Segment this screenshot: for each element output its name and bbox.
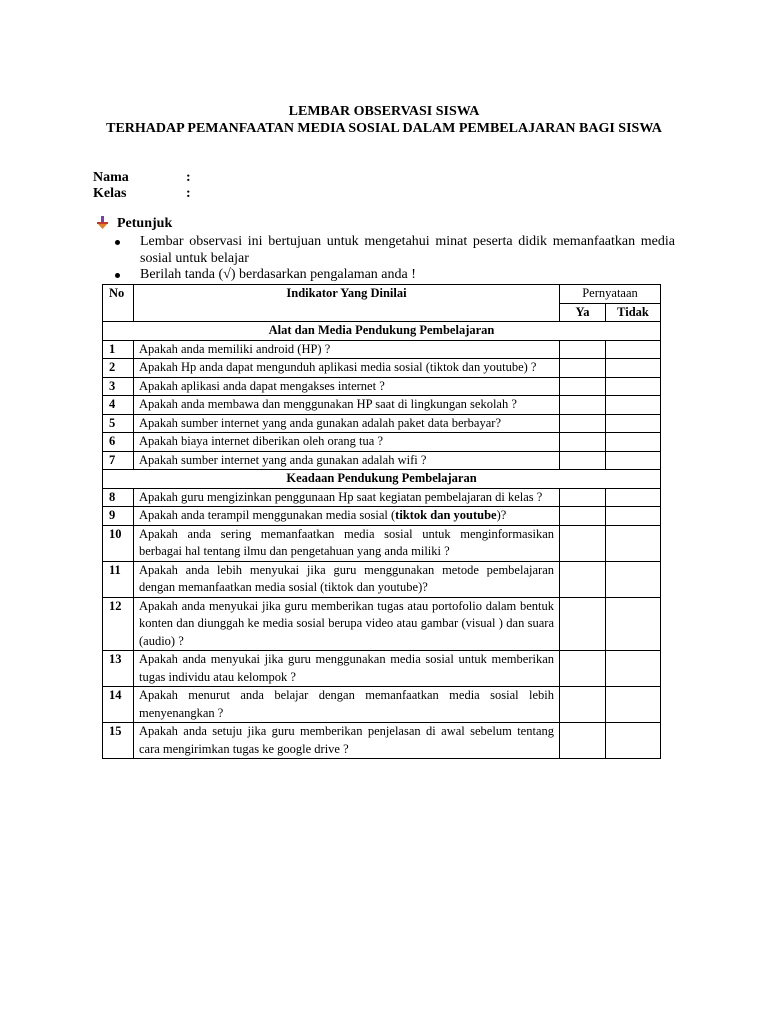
checkbox-ya[interactable] (560, 507, 606, 526)
checkbox-tidak[interactable] (606, 340, 661, 359)
checkbox-tidak[interactable] (606, 433, 661, 452)
row-question: Apakah anda setuju jika guru memberikan penjelasan di awal sebelum tentang cara mengirimkan tugas ke google drive ? (134, 723, 560, 759)
checkbox-tidak[interactable] (606, 377, 661, 396)
checkbox-ya[interactable] (560, 525, 606, 561)
row-number: 5 (103, 414, 134, 433)
header-ya: Ya (560, 303, 606, 322)
checkbox-tidak[interactable] (606, 451, 661, 470)
checkbox-tidak[interactable] (606, 723, 661, 759)
checkbox-ya[interactable] (560, 340, 606, 359)
title-line-1: LEMBAR OBSERVASI SISWA (288, 104, 480, 119)
row-question: Apakah sumber internet yang anda gunakan adalah wifi ? (134, 451, 560, 470)
petunjuk-label: Petunjuk (117, 216, 173, 231)
header-indikator: Indikator Yang Dinilai (134, 285, 560, 322)
row-number: 6 (103, 433, 134, 452)
instruction-text: Lembar observasi ini bertujuan untuk mengetahui minat peserta didik memanfaatkan media sosial untuk belajar (140, 234, 675, 266)
row-question: Apakah anda lebih menyukai jika guru menggunakan metode pembelajaran dengan memanfaatkan media sosial (tiktok dan youtube)? (134, 561, 560, 597)
row-question: Apakah anda menyukai jika guru menggunakan media sosial untuk memberikan tugas individu atau kelompok ? (134, 651, 560, 687)
checkbox-ya[interactable] (560, 377, 606, 396)
field-label: Kelas (93, 186, 127, 201)
field-nama (93, 170, 191, 186)
checkbox-tidak[interactable] (606, 561, 661, 597)
table-row (103, 377, 661, 396)
row-question: Apakah aplikasi anda dapat mengakses internet ? (134, 377, 560, 396)
instruction-list (113, 234, 675, 284)
row-number: 8 (103, 488, 134, 507)
checkbox-tidak[interactable] (606, 414, 661, 433)
row-question: Apakah biaya internet diberikan oleh orang tua ? (134, 433, 560, 452)
table-header-row (103, 285, 661, 304)
checkbox-ya[interactable] (560, 433, 606, 452)
section-title: Alat dan Media Pendukung Pembelajaran (103, 322, 661, 341)
row-question: Apakah menurut anda belajar dengan memanfaatkan media sosial lebih menyenangkan ? (134, 687, 560, 723)
question-text-end: )? (496, 508, 507, 522)
row-number: 14 (103, 687, 134, 723)
table-row (103, 488, 661, 507)
table-row (103, 597, 661, 651)
bullet-icon (115, 240, 120, 245)
row-question: Apakah Hp anda dapat mengunduh aplikasi media sosial (tiktok dan youtube) ? (134, 359, 560, 378)
checkbox-ya[interactable] (560, 687, 606, 723)
table-row (103, 723, 661, 759)
table-row (103, 451, 661, 470)
checkbox-ya[interactable] (560, 488, 606, 507)
table-row (103, 507, 661, 526)
row-question: Apakah anda menyukai jika guru memberikan tugas atau portofolio dalam bentuk konten dan diunggah ke media sosial berupa video atau gambar (visual ) dan suara (audio) ? (134, 597, 560, 651)
table-row (103, 651, 661, 687)
section-row (103, 322, 661, 341)
checkbox-ya[interactable] (560, 414, 606, 433)
list-item (113, 234, 675, 267)
row-question: Apakah sumber internet yang anda gunakan adalah paket data berbayar? (134, 414, 560, 433)
row-question: Apakah anda membawa dan menggunakan HP saat di lingkungan sekolah ? (134, 396, 560, 415)
row-number: 1 (103, 340, 134, 359)
table-row (103, 340, 661, 359)
question-text: Apakah anda terampil menggunakan media sosial ( (139, 508, 396, 522)
observation-table (102, 284, 661, 759)
document-title (90, 104, 678, 137)
row-number: 12 (103, 597, 134, 651)
table-row (103, 359, 661, 378)
header-tidak: Tidak (606, 303, 661, 322)
table-row (103, 414, 661, 433)
field-separator: : (186, 170, 191, 185)
checkbox-ya[interactable] (560, 451, 606, 470)
table-row (103, 561, 661, 597)
arrow-down-icon (97, 216, 108, 229)
checkbox-tidak[interactable] (606, 651, 661, 687)
row-number: 10 (103, 525, 134, 561)
row-number: 7 (103, 451, 134, 470)
checkbox-tidak[interactable] (606, 488, 661, 507)
row-number: 2 (103, 359, 134, 378)
title-line-2: TERHADAP PEMANFAATAN MEDIA SOSIAL DALAM PEMBELAJARAN BAGI SISWA (106, 120, 662, 136)
checkbox-tidak[interactable] (606, 525, 661, 561)
table-row (103, 396, 661, 415)
field-separator: : (186, 186, 191, 201)
table-row (103, 687, 661, 723)
question-emphasis: tiktok dan youtube (395, 508, 497, 522)
row-number: 15 (103, 723, 134, 759)
checkbox-tidak[interactable] (606, 507, 661, 526)
checkbox-ya[interactable] (560, 359, 606, 378)
table-row (103, 433, 661, 452)
table-row (103, 525, 661, 561)
checkbox-tidak[interactable] (606, 687, 661, 723)
checkbox-ya[interactable] (560, 597, 606, 651)
section-title: Keadaan Pendukung Pembelajaran (103, 470, 661, 489)
checkbox-ya[interactable] (560, 396, 606, 415)
row-number: 9 (103, 507, 134, 526)
row-question: Apakah guru mengizinkan penggunaan Hp saat kegiatan pembelajaran di kelas ? (134, 488, 560, 507)
list-item (113, 267, 675, 284)
checkbox-tidak[interactable] (606, 359, 661, 378)
row-question: Apakah anda memiliki android (HP) ? (134, 340, 560, 359)
checkbox-ya[interactable] (560, 723, 606, 759)
instruction-text: Berilah tanda (√) berdasarkan pengalaman anda ! (140, 267, 416, 282)
field-kelas (93, 186, 191, 202)
header-no: No (103, 285, 134, 322)
row-question: Apakah anda sering memanfaatkan media sosial untuk menginformasikan berbagai hal tentang ilmu dan pengetahuan yang anda miliki ? (134, 525, 560, 561)
bullet-icon (115, 273, 120, 278)
row-number: 4 (103, 396, 134, 415)
row-number: 13 (103, 651, 134, 687)
row-number: 3 (103, 377, 134, 396)
checkbox-ya[interactable] (560, 651, 606, 687)
checkbox-tidak[interactable] (606, 396, 661, 415)
petunjuk-heading (97, 216, 172, 232)
section-row (103, 470, 661, 489)
row-number: 11 (103, 561, 134, 597)
row-question (134, 507, 560, 526)
checkbox-tidak[interactable] (606, 597, 661, 651)
header-pernyataan: Pernyataan (560, 285, 661, 304)
checkbox-ya[interactable] (560, 561, 606, 597)
field-label: Nama (93, 170, 129, 185)
